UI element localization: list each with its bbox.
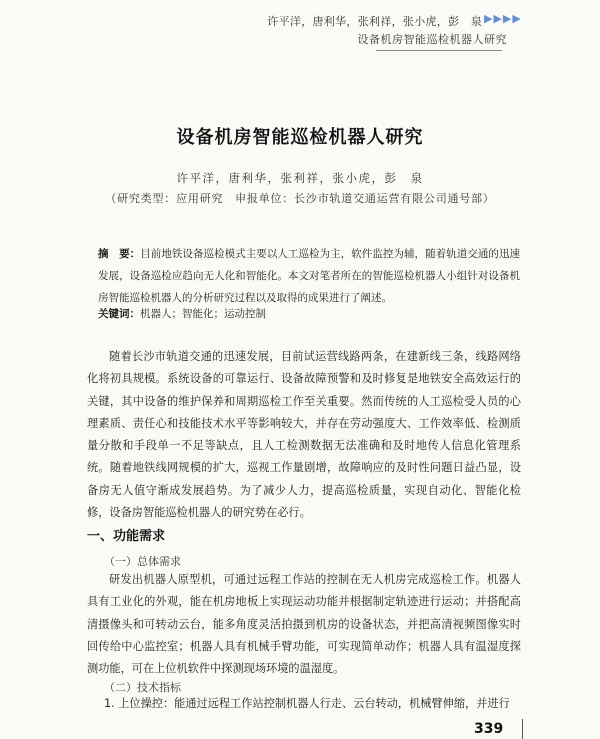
article-authors: 许平洋，唐利华，张利祥，张小虎，彭 泉 [176,171,424,185]
keywords-text: 机器人；智能化；运动控制 [140,308,266,320]
keywords [98,306,520,321]
body-paragraph-requirements: 研发出机器人原型机，可通过远程工作站的控制在无人机房完成巡检工作。机器人具有工业化的外观，能在机房地板上实现运动功能并根据制定轨迹进行运动；并搭配高清摄像头和可转动云台，能多角度灵活拍摄到机房的设备状态，并把高清视频图像实时回传给中心监控室；机器人具有机械手臂功能，可实现简单动作；机器人具有温湿度探测功能，可在上位机软件中探测现场环境的温湿度。 [87,573,521,676]
subsection-heading-overall: （一）总体需求 [104,555,181,568]
running-header-authors: 许平洋，唐利华，张利祥，张小虎，彭 泉 [267,15,482,28]
abstract-text: 目前地铁设备巡检模式主要以人工巡检为主，软件监控为辅，随着轨道交通的迅速发展，设备巡检应趋向无人化和智能化。本文对笔者所在的智能巡检机器人小组针对设备机房智能巡检机器人的分析研究过程以及取得的成果进行了阐述。 [98,248,521,304]
section-heading: 一、功能需求 [87,529,166,544]
keywords-label: 关键词： [98,308,140,320]
body-paragraph-intro: 随着长沙市轨道交通的迅速发展，目前试运营线路两条，在建新线三条，线路网络化将初具规模。系统设备的可靠运行、设备故障预警和及时修复是地铁安全高效运行的关键，其中设备的维护保养和周期巡检工作至关重要。然而传统的人工巡检受人员的心理素质、责任心和技能技术水平等影响较大，并存在劳动强度大、工作效率低、检测质量分散和手段单一不足等缺点，且人工检测数据无法准确和及时地传人信息化管理系统。随着地铁线网规模的扩大，巡视工作量剧增，故障响应的及时性问题日益凸显，设备房无人值守渐成发展趋势。为了减少人力，提高巡检质量，实现自动化、智能化检修，设备房智能巡检机器人的研究势在必行。 [87,350,521,520]
page-number: 339 [474,721,504,737]
list-item: 1. 上位操控：能通过远程工作站控制机器人行走、云台转动，机械臂伸缩，并进行 [104,697,510,710]
article-title: 设备机房智能巡检机器人研究 [176,127,424,148]
subsection-heading-specs: （二）技术指标 [104,681,181,694]
header-divider [376,50,502,51]
running-header-title: 设备机房智能巡检机器人研究 [357,33,507,46]
abstract-label: 摘 要： [98,248,141,260]
project-info: （研究类型：应用研究 申报单位：长沙市轨道交通运营有限公司通号部） [105,192,495,205]
page-number-divider [522,719,523,739]
running-header-arrows-icon: ▶▶▶▶ [484,12,522,25]
abstract [98,243,520,309]
